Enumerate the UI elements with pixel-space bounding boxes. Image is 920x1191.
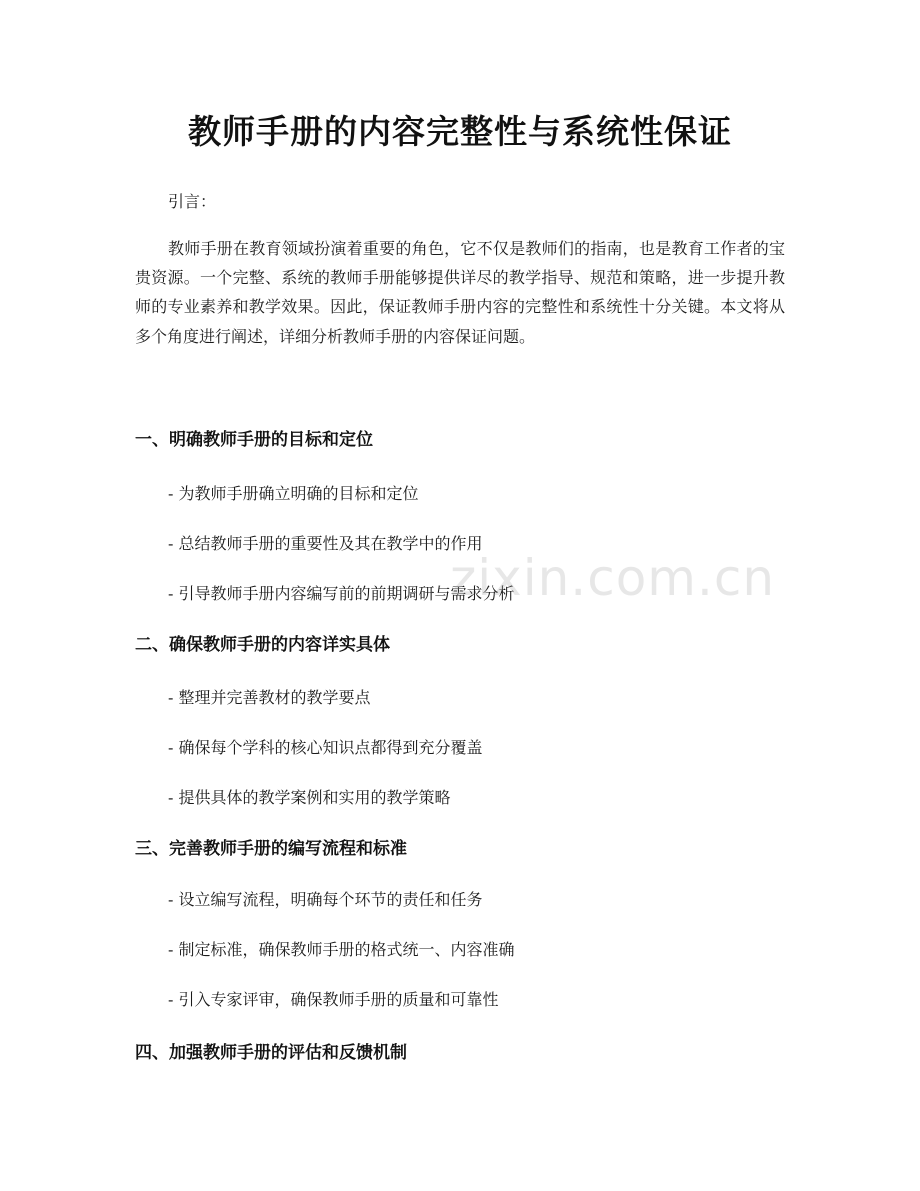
list-item: - 制定标准，确保教师手册的格式统一、内容准确 xyxy=(168,940,515,959)
list-item: - 提供具体的教学案例和实用的教学策略 xyxy=(168,788,451,807)
list-item: - 总结教师手册的重要性及其在教学中的作用 xyxy=(168,534,483,553)
section-heading-3: 三、完善教师手册的编写流程和标准 xyxy=(135,839,407,859)
section-heading-2: 二、确保教师手册的内容详实具体 xyxy=(135,635,390,655)
watermark: zixin.com.cn xyxy=(450,549,776,607)
list-item: - 为教师手册确立明确的目标和定位 xyxy=(168,484,419,503)
list-item: - 引入专家评审，确保教师手册的质量和可靠性 xyxy=(168,990,499,1009)
list-item: - 确保每个学科的核心知识点都得到充分覆盖 xyxy=(168,738,483,757)
list-item: - 引导教师手册内容编写前的前期调研与需求分析 xyxy=(168,584,515,603)
section-heading-1: 一、明确教师手册的目标和定位 xyxy=(135,430,373,450)
document-title: 教师手册的内容完整性与系统性保证 xyxy=(188,112,732,151)
intro-paragraph: 教师手册在教育领域扮演着重要的角色，它不仅是教师们的指南，也是教育工作者的宝贵资源。一个完整、系统的教师手册能够提供详尽的教学指导、规范和策略，进一步提升教师的专业素养和教学效果。因此，保证教师手册内容的完整性和系统性十分关键。本文将从多个角度进行阐述，详细分析教师手册的内容保证问题。 xyxy=(135,239,785,346)
list-item: - 整理并完善教材的教学要点 xyxy=(168,688,371,707)
section-heading-4: 四、加强教师手册的评估和反馈机制 xyxy=(135,1043,407,1063)
intro-label: 引言： xyxy=(168,192,217,211)
list-item: - 设立编写流程，明确每个环节的责任和任务 xyxy=(168,890,483,909)
